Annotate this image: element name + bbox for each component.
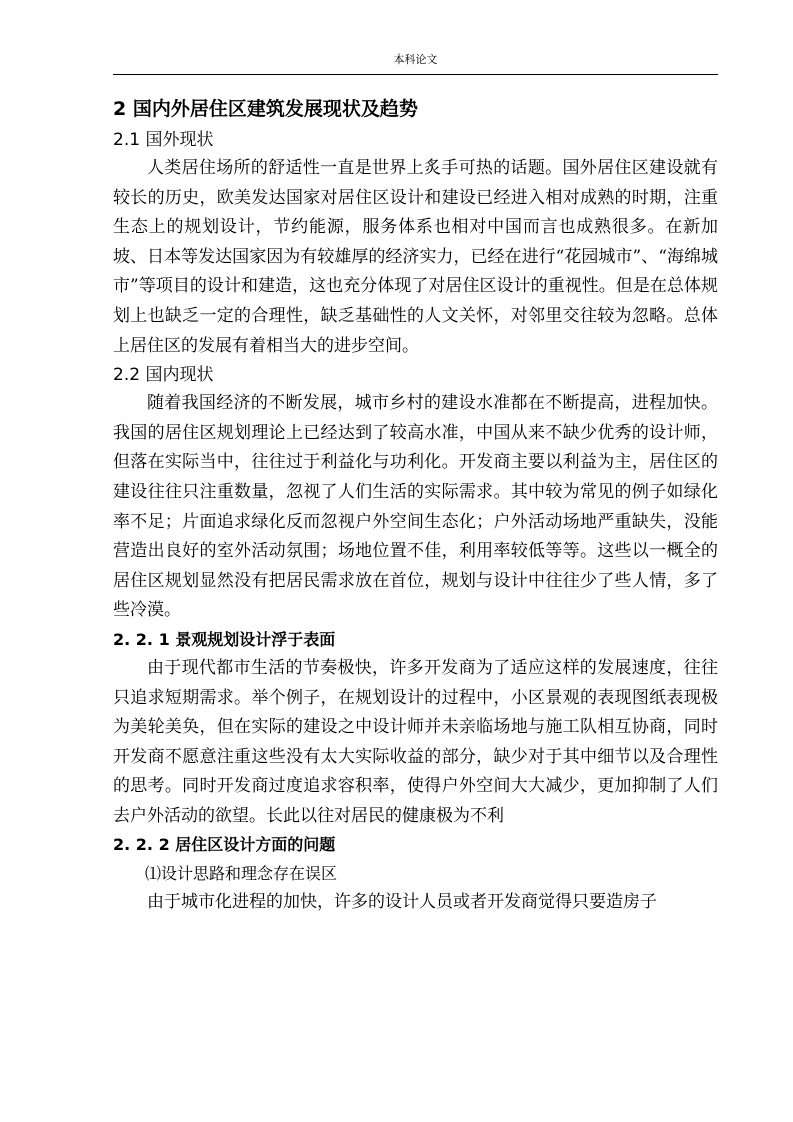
running-header: 本科论文 bbox=[393, 53, 438, 66]
section-2-2-paragraph: 随着我国经济的不断发展，城市乡村的建设水准都在不断提高，进程加快。我国的居住区规划理论上已经达到了较高水准，中国从来不缺少优秀的设计师，但落在实际当中，往往过于利益化与功利化。开发商主要以利益为主，居住区的建设往往只注重数量，忽视了人们生活的实际需求。其中较为常见的例子如绿化率不足；片面追求绿化反而忽视户外空间生态化；户外活动场地严重缺失，没能营造出良好的室外活动氛围；场地位置不佳，利用率较低等等。这些以一概全的居住区规划显然没有把居民需求放在首位，规划与设计中往往少了些人情，多了些冷漠。 bbox=[113, 393, 718, 621]
page-body bbox=[113, 92, 718, 918]
subsection-title-2-2-2: 2. 2. 2 居住区设计方面的问题 bbox=[113, 835, 336, 855]
chapter-title: 2 国内外居住区建筑发展现状及趋势 bbox=[113, 98, 418, 120]
list-item: ⑴设计思路和理念存在误区 bbox=[145, 864, 338, 884]
section-title-2-1: 2.1 国外现状 bbox=[113, 130, 214, 150]
section-title-2-2: 2.2 国内现状 bbox=[113, 365, 214, 386]
subsection-2-2-2-paragraph: 由于城市化进程的加快，许多的设计人员或者开发商觉得只要造房子 bbox=[147, 892, 657, 913]
header-divider bbox=[113, 74, 718, 75]
subsection-title-2-2-1: 2. 2. 1 景观规划设计浮于表面 bbox=[113, 629, 336, 649]
section-2-1-paragraph: 人类居住场所的舒适性一直是世界上炙手可热的话题。国外居住区建设就有较长的历史，欧美发达国家对居住区设计和建设已经进入相对成熟的时期，注重生态上的规划设计，节约能源，服务体系也相对中国而言也成熟很多。在新加坡、日本等发达国家因为有较雄厚的经济实力，已经在进行“花园城市”、“海绵城市”等项目的设计和建造，这也充分体现了对居住区设计的重视性。但是在总体规划上也缺乏一定的合理性，缺乏基础性的人文关怀，对邻里交往较为忽略。总体上居住区的发展有着相当大的进步空间。 bbox=[113, 158, 718, 356]
subsection-2-2-1-paragraph: 由于现代都市生活的节奏极快，许多开发商为了适应这样的发展速度，往往只追求短期需求。举个例子，在规划设计的过程中，小区景观的表现图纸表现极为美轮美奂，但在实际的建设之中设计师并未亲临场地与施工队相互协商，同时开发商不愿意注重这些没有太大实际收益的部分，缺少对于其中细节以及合理性的思考。同时开发商过度追求容积率，使得户外空间大大减少，更加抑制了人们去户外活动的欲望。长此以往对居民的健康极为不利 bbox=[113, 657, 718, 826]
